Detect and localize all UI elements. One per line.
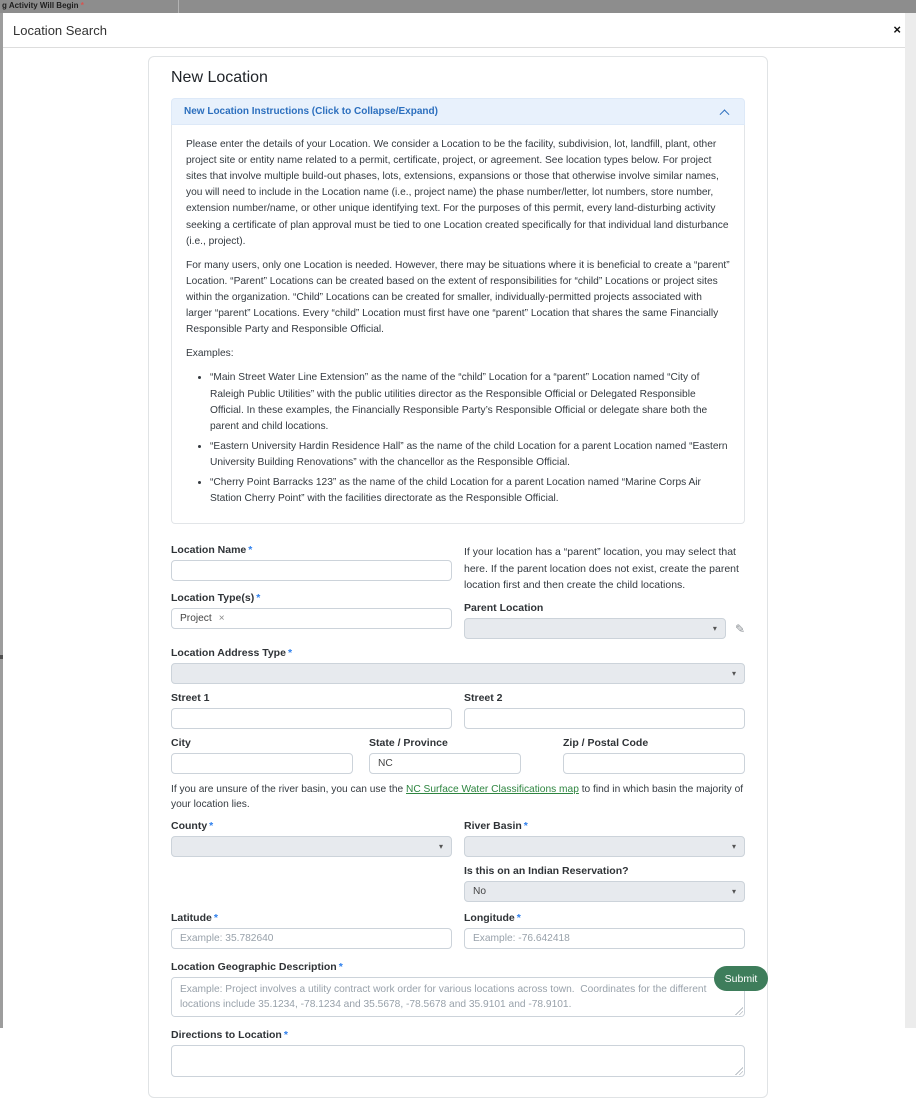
city-input[interactable] <box>171 753 353 774</box>
river-basin-select[interactable] <box>464 836 745 857</box>
resize-handle[interactable] <box>735 1007 743 1015</box>
zip-label: Zip / Postal Code <box>563 737 649 750</box>
dropdown-caret-icon: ▾ <box>438 841 443 851</box>
street1-input[interactable] <box>171 708 452 729</box>
dropdown-caret-icon: ▾ <box>731 886 736 896</box>
parent-location-label: Parent Location <box>464 602 544 615</box>
instructions-body <box>171 125 745 524</box>
nc-surface-water-classifications-link[interactable]: NC Surface Water Classifications map <box>406 784 579 796</box>
examples-list <box>210 370 730 507</box>
dropdown-caret-icon: ▾ <box>731 841 736 851</box>
instructions-title: New Location Instructions (Click to Collapse/Expand) <box>184 106 438 117</box>
location-types-input[interactable] <box>171 608 452 629</box>
remove-tag-icon[interactable]: × <box>218 613 225 625</box>
required-marker: * <box>338 960 343 973</box>
modal-header <box>3 13 905 48</box>
state-input[interactable] <box>369 753 521 774</box>
directions-textarea[interactable] <box>171 1045 745 1077</box>
edit-parent-location-icon[interactable]: ✎ <box>734 621 745 636</box>
example-item: • “Cherry Point Barracks 123” as the name of the child Location for a parent Location named “Marine Corps Air Station Cherry Point” with the facilities directorate as the Responsible Official. <box>210 475 730 507</box>
example-item: • “Eastern University Hardin Residence Hall” as the name of the child Location for a parent Location named “Eastern University Building Renovations” with the chancellor as the Responsible Official. <box>210 439 730 471</box>
location-types-label: Location Type(s) * <box>171 592 261 605</box>
chevron-up-icon <box>720 109 730 119</box>
required-marker: * <box>256 592 261 605</box>
latitude-input[interactable] <box>171 928 452 949</box>
submit-button[interactable]: Submit <box>714 966 768 991</box>
background-page-top-bar <box>0 0 916 13</box>
river-basin-note: If you are unsure of the river basin, you can use the NC Surface Water Classifications map to find in which basin the majority of your location lies. <box>171 784 744 811</box>
location-search-modal <box>3 13 905 1041</box>
required-marker: * <box>209 819 214 832</box>
required-marker: * <box>523 819 528 832</box>
dropdown-caret-icon: ▾ <box>712 624 717 634</box>
parent-location-help-text: If your location has a “parent” location, you may select that here. If the parent location does not exist, create the parent location first and then create the child locations. <box>464 546 739 591</box>
latitude-label: Latitude * <box>171 911 218 924</box>
example-item: • “Main Street Water Line Extension” as the name of the “child” Location for a “parent” Location named “City of Raleigh Public Utilities” with the public utilities director as the Responsible Official or Delegated Responsible Official. In these examples, the Financially Responsible Party’s Responsible Official or delegate share both the parent and child locations. <box>210 370 730 434</box>
city-label: City <box>171 737 191 750</box>
examples-label: Examples: <box>186 348 234 360</box>
longitude-label: Longitude * <box>464 911 521 924</box>
required-marker: * <box>283 1028 288 1041</box>
geographic-description-textarea[interactable] <box>171 977 745 1017</box>
street1-label: Street 1 <box>171 692 210 705</box>
indian-reservation-value: No <box>473 885 487 897</box>
modal-title: Location Search <box>13 22 107 38</box>
instructions-accordion-header[interactable] <box>171 98 745 125</box>
location-name-label: Location Name * <box>171 544 253 557</box>
required-marker: * <box>213 911 218 924</box>
resize-handle[interactable] <box>735 1067 743 1075</box>
required-marker: * <box>80 1 84 10</box>
new-location-card <box>148 56 768 1098</box>
street2-label: Street 2 <box>464 692 503 705</box>
close-icon[interactable]: × <box>893 22 901 37</box>
instructions-paragraph: Please enter the details of your Location. We consider a Location to be the facility, subdivision, lot, landfill, plant, other project site or entity name related to a permit, certificate, project, or agreement. See location types below. For project sites that involve multiple build-out phases, lots, extensions, expansions or those that otherwise involve similar names, you will need to include in the Location name (i.e., project name) the phase number/letter, lot numbers, store number, extension number/name, or other unique identifying text. For the purposes of this permit, every land-disturbing activity seeking a certificate of plan approval must be tied to one Location created specifically for that individual land disturbance (i.e., project). <box>186 139 729 247</box>
zip-input[interactable] <box>563 753 745 774</box>
state-label: State / Province <box>369 737 448 750</box>
dropdown-caret-icon: ▾ <box>731 669 736 679</box>
required-marker: * <box>287 647 293 660</box>
street2-input[interactable] <box>464 708 745 729</box>
geographic-description-label: Location Geographic Description * <box>171 960 343 973</box>
new-location-form <box>171 544 745 1076</box>
background-divider <box>178 0 179 13</box>
location-type-tag: Project <box>180 613 212 625</box>
page-title: New Location <box>171 69 268 86</box>
directions-label: Directions to Location * <box>171 1028 288 1041</box>
instructions-paragraph: For many users, only one Location is needed. However, there may be situations where it is beneficial to create a “parent” Location. “Parent” Locations can be created based on the extent of responsibilities for “child” Locations or project sites within the organization. “Child” Locations can be created for smaller, individually-permitted projects associated with larger “parent” Locations. Every “child” Location must first have one “parent” Location that shares the same Financially Responsible Party and Responsible Official. <box>186 259 730 336</box>
background-field-label: g Activity Will Begin * <box>2 1 84 10</box>
county-label: County * <box>171 819 214 832</box>
river-basin-label: River Basin * <box>464 819 528 832</box>
required-marker: * <box>248 544 253 557</box>
location-address-type-label: Location Address Type * <box>171 647 293 660</box>
county-select[interactable] <box>171 836 452 857</box>
parent-location-select[interactable] <box>464 618 726 639</box>
background-right-edge <box>905 13 916 1028</box>
longitude-input[interactable] <box>464 928 745 949</box>
required-marker: * <box>516 911 521 924</box>
location-address-type-select[interactable] <box>171 663 745 684</box>
indian-reservation-select[interactable] <box>464 881 745 902</box>
location-name-input[interactable] <box>171 560 452 581</box>
indian-reservation-label: Is this on an Indian Reservation? <box>464 864 629 877</box>
